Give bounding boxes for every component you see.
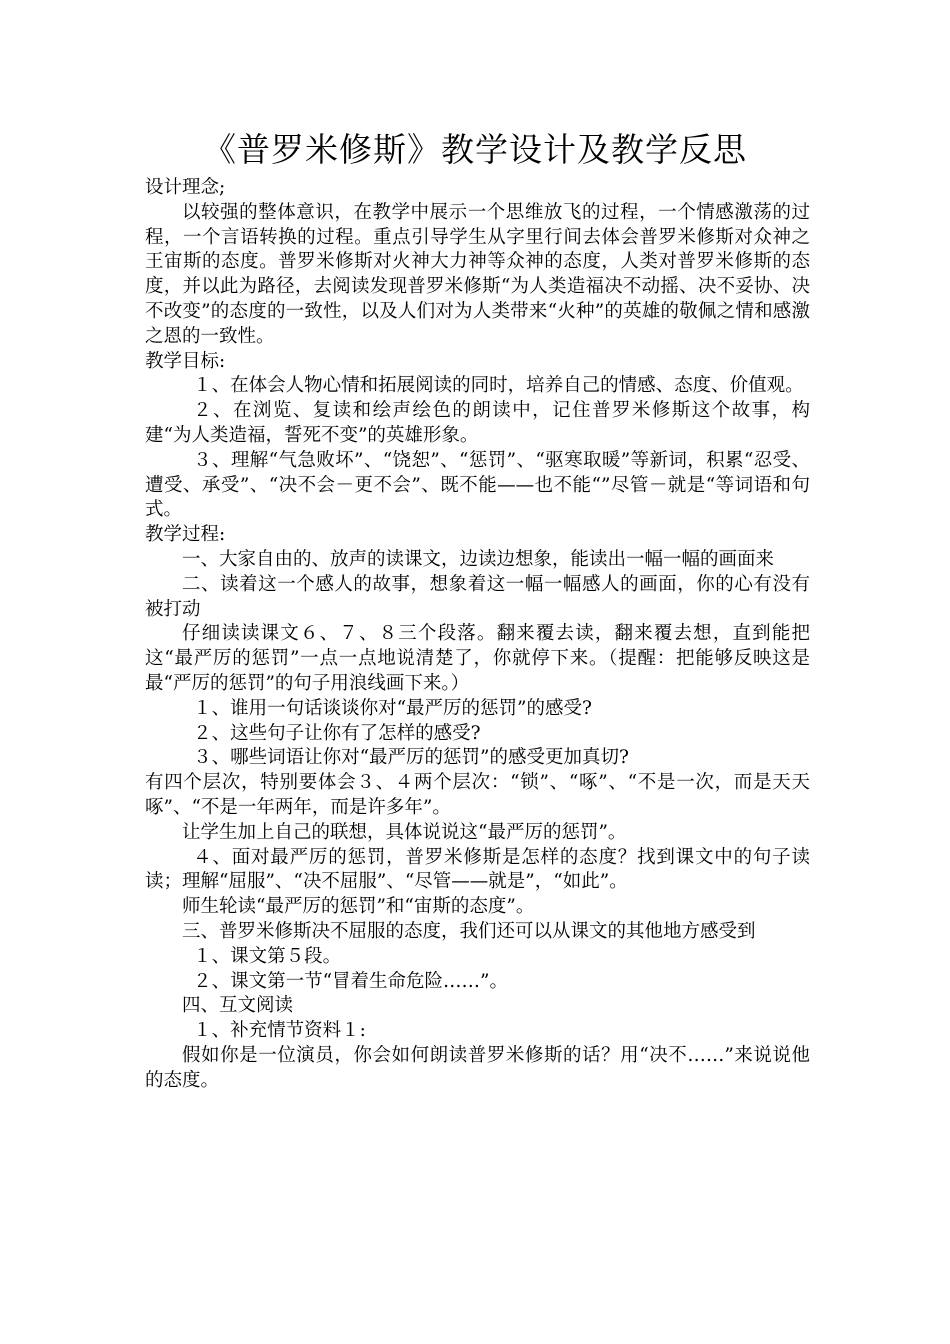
process-step: 一、大家自由的、放声的读课文，边读边想象，能读出一幅一幅的画面来	[182, 548, 775, 570]
question-item: ２、这些句子让你有了怎样的感受?	[193, 722, 481, 744]
question-item: １、谁用一句话谈谈你对“最严厉的惩罚”的感受?	[193, 697, 592, 719]
question-item: ３、哪些词语让你对“最严厉的惩罚”的感受更加真切?	[193, 747, 629, 769]
section-heading-teaching-goals: 教学目标:	[145, 350, 226, 372]
goal-item: １、在体会人物心情和拓展阅读的同时，培养自己的情感、态度、价值观。	[193, 375, 804, 397]
section-heading-design-concept: 设计理念;	[145, 177, 226, 198]
list-item: １、补充情节资料１:	[193, 1020, 366, 1042]
document-body	[145, 176, 810, 1093]
goal-item: ３、理解“气急败坏”、“饶恕”、“惩罚”、“驱寒取暖”等新词，积累“忍受、遭受、承受”、“决不会－更不会”、既不能——也不能“”尽管－就是“等词语和句式。	[145, 449, 810, 521]
paragraph: 让学生加上自己的联想，具体说说这“最严厉的惩罚”。	[182, 821, 627, 843]
paragraph: 有四个层次，特别要体会３、４两个层次：“锁”、“啄”、“不是一次，而是天天啄”、“不是一年两年，而是许多年”。	[145, 772, 810, 818]
goal-item: ２、在浏览、复读和绘声绘色的朗读中，记住普罗米修斯这个故事，构建“为人类造福，誓死不变”的英雄形象。	[145, 400, 810, 446]
process-step: 二、读着这一个感人的故事，想象着这一幅一幅感人的画面，你的心有没有被打动	[145, 573, 810, 620]
paragraph: 仔细读读课文６、７、８三个段落。翻来覆去读，翻来覆去想，直到能把这“最严厉的惩罚”一点一点地说清楚了，你就停下来。（提醒：把能够反映这是最“严厉的惩罚”的句子用浪线画下来。）	[145, 623, 810, 694]
question-item: ４、面对最严厉的惩罚，普罗米修斯是怎样的态度？找到课文中的句子读读；理解“屈服”、“决不屈服”、“尽管——就是”，“如此”。	[145, 846, 810, 893]
list-item: ２、课文第一节“冒着生命危险……”。	[193, 970, 509, 992]
section-heading-teaching-process: 教学过程:	[145, 524, 226, 546]
paragraph: 假如你是一位演员，你会如何朗读普罗米修斯的话？用“决不……”来说说他的态度。	[145, 1044, 810, 1091]
paragraph: 师生轮读“最严厉的惩罚”和“宙斯的态度”。	[182, 896, 535, 918]
list-item: １、课文第５段。	[193, 945, 342, 967]
page-title: 《普罗米修斯》教学设计及教学反思	[203, 130, 747, 169]
process-step: 四、互文阅读	[182, 995, 294, 1017]
paragraph: 以较强的整体意识，在教学中展示一个思维放飞的过程，一个情感激荡的过程，一个言语转换的过程。重点引导学生从字里行间去体会普罗米修斯对众神之王宙斯的态度。普罗米修斯对火神大力神等众神的态度，人类对普罗米修斯的态度，并以此为路径，去阅读发现普罗米修斯“为人类造福决不动摇、决不妥协、决不改变”的态度的一致性，以及人们对为人类带来“火种”的英雄的敬佩之情和感激之恩的一致性。	[145, 201, 810, 347]
process-step: 三、普罗米修斯决不屈服的态度，我们还可以从课文的其他地方感受到	[182, 920, 756, 942]
